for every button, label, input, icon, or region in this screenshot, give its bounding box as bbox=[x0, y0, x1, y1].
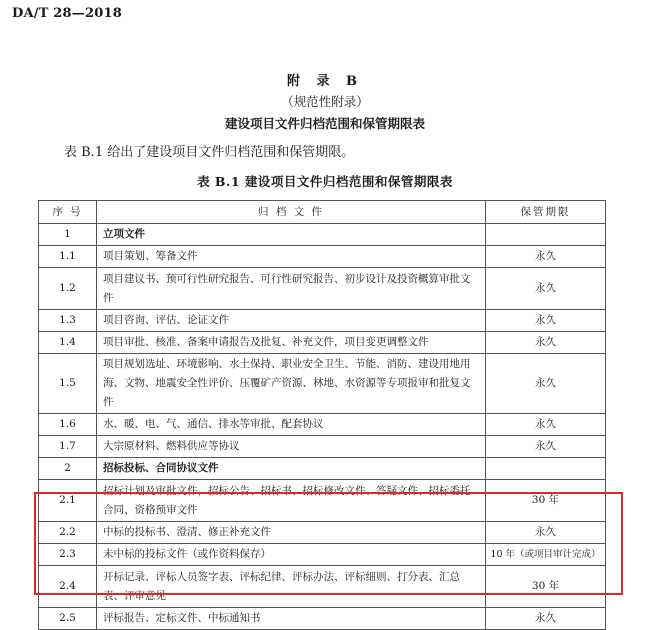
row-period: 永久 bbox=[486, 414, 606, 436]
table-row bbox=[39, 522, 606, 544]
row-doc: 项目审批、核准、备案申请报告及批复、补充文件，项目变更调整文件 bbox=[97, 332, 486, 354]
table-row bbox=[39, 246, 606, 268]
table-row bbox=[39, 544, 606, 566]
row-doc: 项目咨询、评估、论证文件 bbox=[97, 310, 486, 332]
header-doc: 归 档 文 件 bbox=[97, 201, 486, 224]
appendix-subtitle: （规范性附录） bbox=[281, 94, 369, 109]
row-period: 30 年 bbox=[486, 566, 606, 608]
row-doc: 水、暖、电、气、通信、排水等审批、配套协议 bbox=[97, 414, 486, 436]
row-num: 1.4 bbox=[39, 332, 97, 354]
row-num: 2.1 bbox=[39, 480, 97, 522]
table-row bbox=[39, 414, 606, 436]
row-doc: 项目规划选址、环境影响、水土保持、职业安全卫生、节能、消防、建设用地用海、文物、地震安全性评价、压覆矿产资源、林地、水资源等专项报审和批复文件 bbox=[97, 354, 486, 414]
standard-code: DA/T 28—2018 bbox=[12, 6, 122, 21]
table-row bbox=[39, 354, 606, 414]
row-period: 30 年 bbox=[486, 480, 606, 522]
row-period bbox=[486, 458, 606, 480]
table-row bbox=[39, 480, 606, 522]
row-period bbox=[486, 224, 606, 246]
table-row bbox=[39, 224, 606, 246]
row-doc: 评标报告、定标文件、中标通知书 bbox=[97, 608, 486, 630]
row-num: 2.3 bbox=[39, 544, 97, 566]
row-num: 1.2 bbox=[39, 268, 97, 310]
row-num: 2.5 bbox=[39, 608, 97, 630]
row-num: 1.6 bbox=[39, 414, 97, 436]
row-doc: 项目策划、筹备文件 bbox=[97, 246, 486, 268]
row-doc: 招标投标、合同协议文件 bbox=[97, 458, 486, 480]
row-doc: 中标的投标书、澄清、修正补充文件 bbox=[97, 522, 486, 544]
row-period: 永久 bbox=[486, 436, 606, 458]
row-period: 永久 bbox=[486, 246, 606, 268]
row-num: 1.3 bbox=[39, 310, 97, 332]
row-num: 2.2 bbox=[39, 522, 97, 544]
row-period: 10 年（或项目审计完成） bbox=[486, 544, 606, 566]
archive-table bbox=[38, 200, 606, 630]
row-num: 1.1 bbox=[39, 246, 97, 268]
row-doc: 招标计划及审批文件，招标公告、招标书、招标修改文件、答疑文件、招标委托合同、资格预审文件 bbox=[97, 480, 486, 522]
table-row bbox=[39, 458, 606, 480]
table-row bbox=[39, 310, 606, 332]
row-period: 永久 bbox=[486, 310, 606, 332]
appendix-heading: 建设项目文件归档范围和保管期限表 bbox=[224, 116, 425, 131]
table-row bbox=[39, 608, 606, 630]
table-row bbox=[39, 436, 606, 458]
row-period: 永久 bbox=[486, 268, 606, 310]
row-num: 1.5 bbox=[39, 354, 97, 414]
table-caption: 表 B.1 建设项目文件归档范围和保管期限表 bbox=[197, 174, 453, 189]
appendix-title: 附 录 B bbox=[286, 74, 364, 89]
row-num: 1 bbox=[39, 224, 97, 246]
row-period: 永久 bbox=[486, 522, 606, 544]
row-period: 永久 bbox=[486, 354, 606, 414]
header-num: 序 号 bbox=[39, 201, 97, 224]
row-doc: 立项文件 bbox=[97, 224, 486, 246]
row-doc: 大宗原材料、燃料供应等协议 bbox=[97, 436, 486, 458]
row-period: 永久 bbox=[486, 608, 606, 630]
table-header-row bbox=[39, 201, 606, 224]
row-period: 永久 bbox=[486, 332, 606, 354]
row-doc: 未中标的投标文件（或作资料保存） bbox=[97, 544, 486, 566]
header-period: 保管期限 bbox=[486, 201, 606, 224]
row-num: 2 bbox=[39, 458, 97, 480]
table-row bbox=[39, 332, 606, 354]
table-row bbox=[39, 268, 606, 310]
row-doc: 开标记录、评标人员签字表、评标纪律、评标办法、评标细则、打分表、汇总表、评审意见 bbox=[97, 566, 486, 608]
row-doc: 项目建议书、预可行性研究报告、可行性研究报告、初步设计及投资概算审批文件 bbox=[97, 268, 486, 310]
intro-paragraph: 表 B.1 给出了建设项目文件归档范围和保管期限。 bbox=[64, 145, 355, 160]
row-num: 1.7 bbox=[39, 436, 97, 458]
table-row bbox=[39, 566, 606, 608]
row-num: 2.4 bbox=[39, 566, 97, 608]
